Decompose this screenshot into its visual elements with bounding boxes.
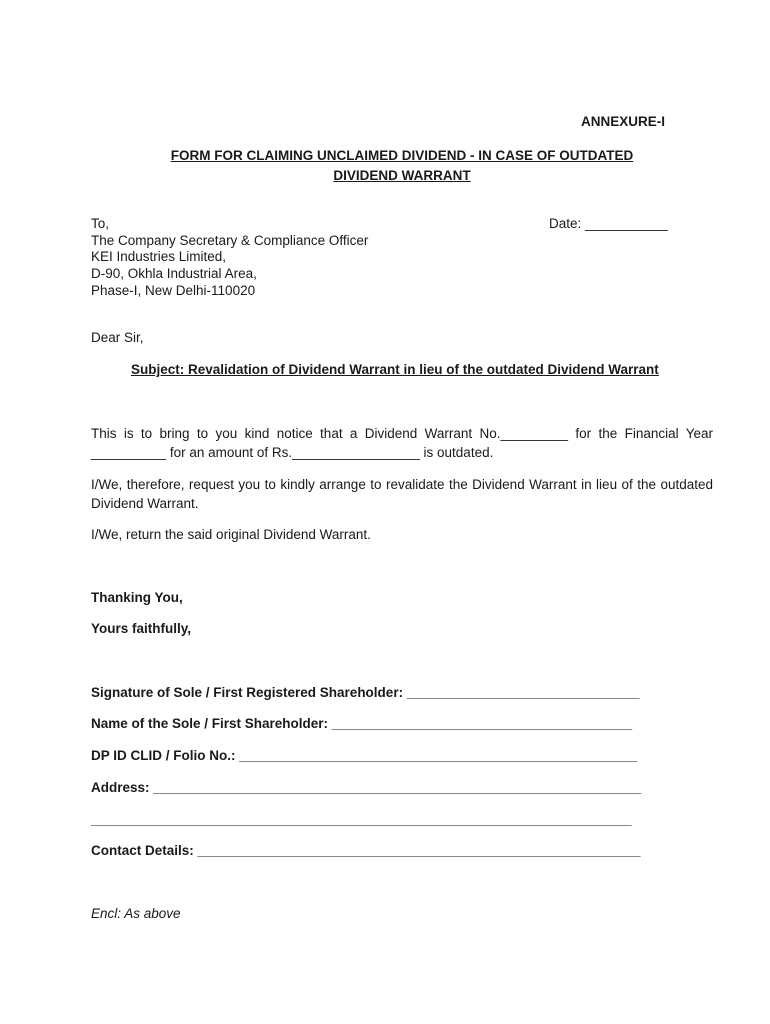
annexure-label: ANNEXURE-I bbox=[581, 114, 666, 129]
enclosure-note: Encl: As above bbox=[91, 906, 181, 921]
recipient-line-1: The Company Secretary & Compliance Officer bbox=[91, 233, 369, 248]
salutation: Dear Sir, bbox=[91, 330, 144, 345]
body-paragraph-3: I/We, return the said original Dividend Warrant. bbox=[91, 527, 371, 542]
form-title-line2: DIVIDEND WARRANT bbox=[333, 168, 471, 183]
address-field-line-2[interactable]: ________________________________________________________________________ bbox=[91, 812, 632, 827]
date-field[interactable]: Date: ___________ bbox=[549, 216, 668, 231]
contact-details-field[interactable]: Contact Details: ___________________________________________________________ bbox=[91, 843, 641, 858]
recipient-line-2: KEI Industries Limited, bbox=[91, 249, 227, 264]
to-label: To, bbox=[91, 216, 110, 231]
closing-line: Yours faithfully, bbox=[91, 621, 192, 636]
address-field[interactable]: Address: _________________________________________________________________ bbox=[91, 780, 642, 795]
recipient-line-3: D-90, Okhla Industrial Area, bbox=[91, 266, 257, 281]
body-paragraph-2: I/We, therefore, request you to kindly arrange to revalidate the Dividend Warrant in lieu of the outdated Dividend Warrant. bbox=[91, 477, 713, 511]
subject-line: Subject: Revalidation of Dividend Warrant in lieu of the outdated Dividend Warrant bbox=[131, 362, 659, 377]
recipient-line-4: Phase-I, New Delhi-110020 bbox=[91, 283, 256, 298]
thanking-line: Thanking You, bbox=[91, 590, 183, 605]
shareholder-name-field[interactable]: Name of the Sole / First Shareholder: ________________________________________ bbox=[91, 716, 633, 731]
body-paragraph-1: This is to bring to you kind notice that a Dividend Warrant No._________ for the Financial Year __________ for an amount of Rs._________________ is outdated. bbox=[91, 426, 713, 460]
dp-id-folio-field[interactable]: DP ID CLID / Folio No.: _____________________________________________________ bbox=[91, 748, 638, 763]
form-title-line1: FORM FOR CLAIMING UNCLAIMED DIVIDEND - IN CASE OF OUTDATED bbox=[170, 148, 634, 163]
signature-field[interactable]: Signature of Sole / First Registered Shareholder: _______________________________ bbox=[91, 685, 640, 700]
